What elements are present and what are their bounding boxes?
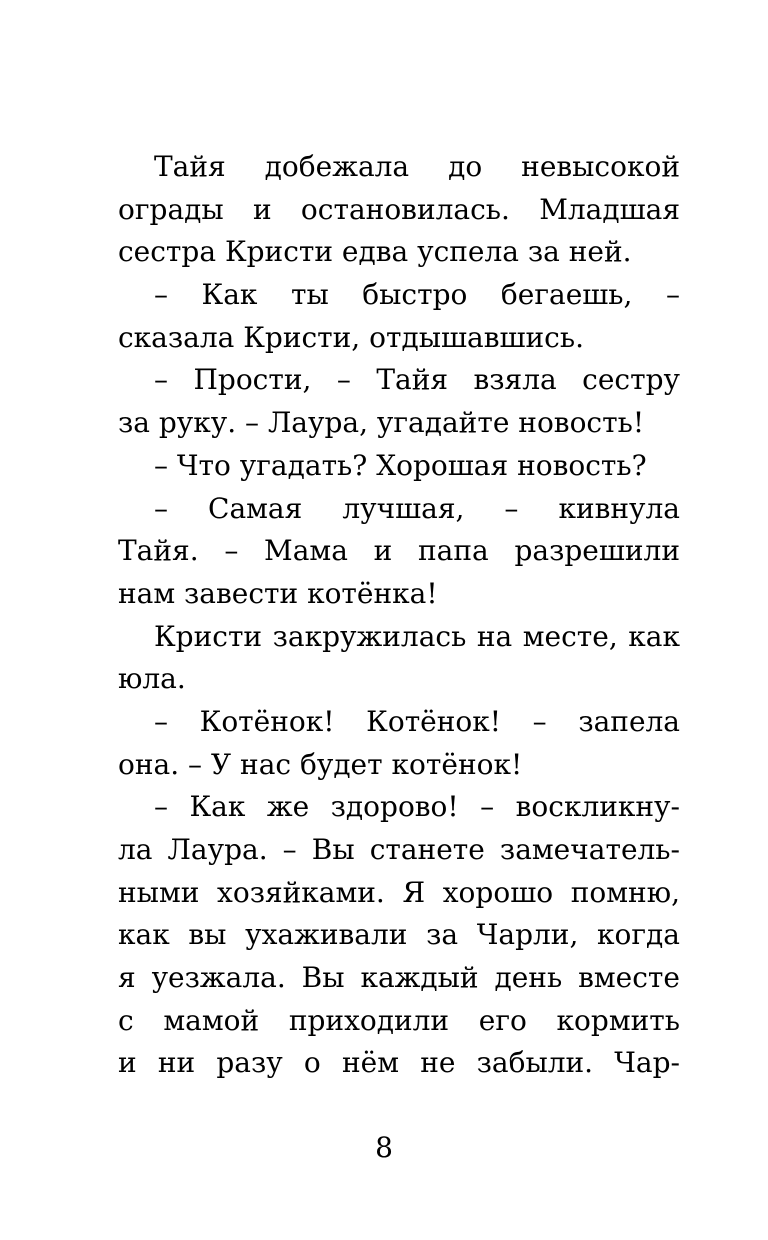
text-line-6: – Прости, – Тайя взяла сестру	[154, 363, 680, 397]
text-line-18: ными хозяйками. Я хорошо помню,	[118, 875, 680, 909]
text-line-19: как вы ухаживали за Чарли, когда	[118, 918, 680, 952]
text-line-14: – Котёнок! Котёнок! – запела	[154, 704, 680, 738]
text-line-16: – Как же здорово! – воскликну-	[154, 790, 680, 824]
text-line-1: Тайя добежала до невысокой	[154, 150, 680, 183]
text-line-21: с мамой приходили его кормить	[118, 1003, 680, 1037]
text-line-22: и ни разу о нём не забыли. Чар-	[118, 1046, 680, 1080]
text-line-4: – Как ты быстро бегаешь, –	[154, 278, 680, 312]
text-line-3: сестра Кристи едва успела за ней.	[118, 235, 632, 269]
text-line-7: за руку. – Лаура, угадайте новость!	[118, 406, 645, 440]
text-line-15: она. – У нас будет котёнок!	[118, 747, 523, 781]
text-line-8: – Что угадать? Хорошая новость?	[154, 448, 647, 482]
text-line-2: ограды и остановилась. Младшая	[118, 192, 680, 226]
text-line-9: – Самая лучшая, – кивнула	[154, 491, 680, 525]
text-line-13: юла.	[118, 662, 186, 696]
text-line-11: нам завести котёнка!	[118, 576, 438, 610]
text-line-10: Тайя. – Мама и папа разрешили	[118, 534, 680, 568]
page-body-text	[118, 146, 680, 1085]
text-line-5: сказала Кристи, отдышавшись.	[118, 320, 584, 354]
text-line-12: Кристи закружилась на месте, как	[154, 619, 680, 653]
text-line-17: ла Лаура. – Вы станете замечатель-	[118, 833, 680, 866]
page-number: 8	[375, 1131, 393, 1164]
text-line-20: я уезжала. Вы каждый день вместе	[118, 961, 680, 995]
